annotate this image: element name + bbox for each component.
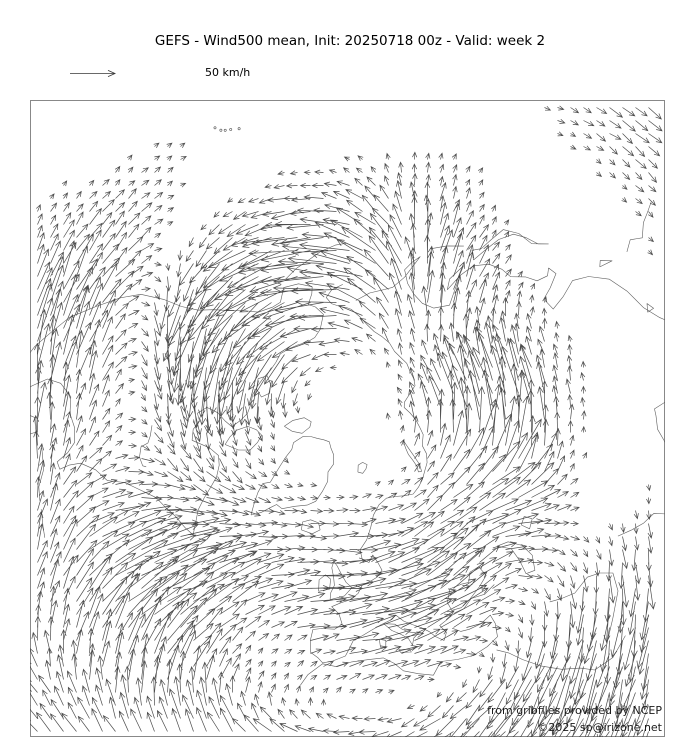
credit-source: from gribfiles provided by NCEP	[487, 704, 662, 717]
legend-reference-arrow	[70, 70, 115, 76]
small-island	[220, 129, 222, 131]
small-island	[230, 128, 232, 130]
legend-speed-label: 50 km/h	[205, 66, 251, 79]
small-island	[238, 128, 240, 130]
coastlines	[13, 202, 700, 685]
small-island	[224, 129, 226, 131]
credit-copyright: ©2025 sp@irizone.net	[537, 721, 662, 734]
small-island	[214, 127, 216, 129]
map-frame	[31, 101, 665, 737]
chart-title: GEFS - Wind500 mean, Init: 20250718 00z - Valid: week 2	[154, 33, 546, 49]
wind-arrows	[25, 106, 662, 748]
